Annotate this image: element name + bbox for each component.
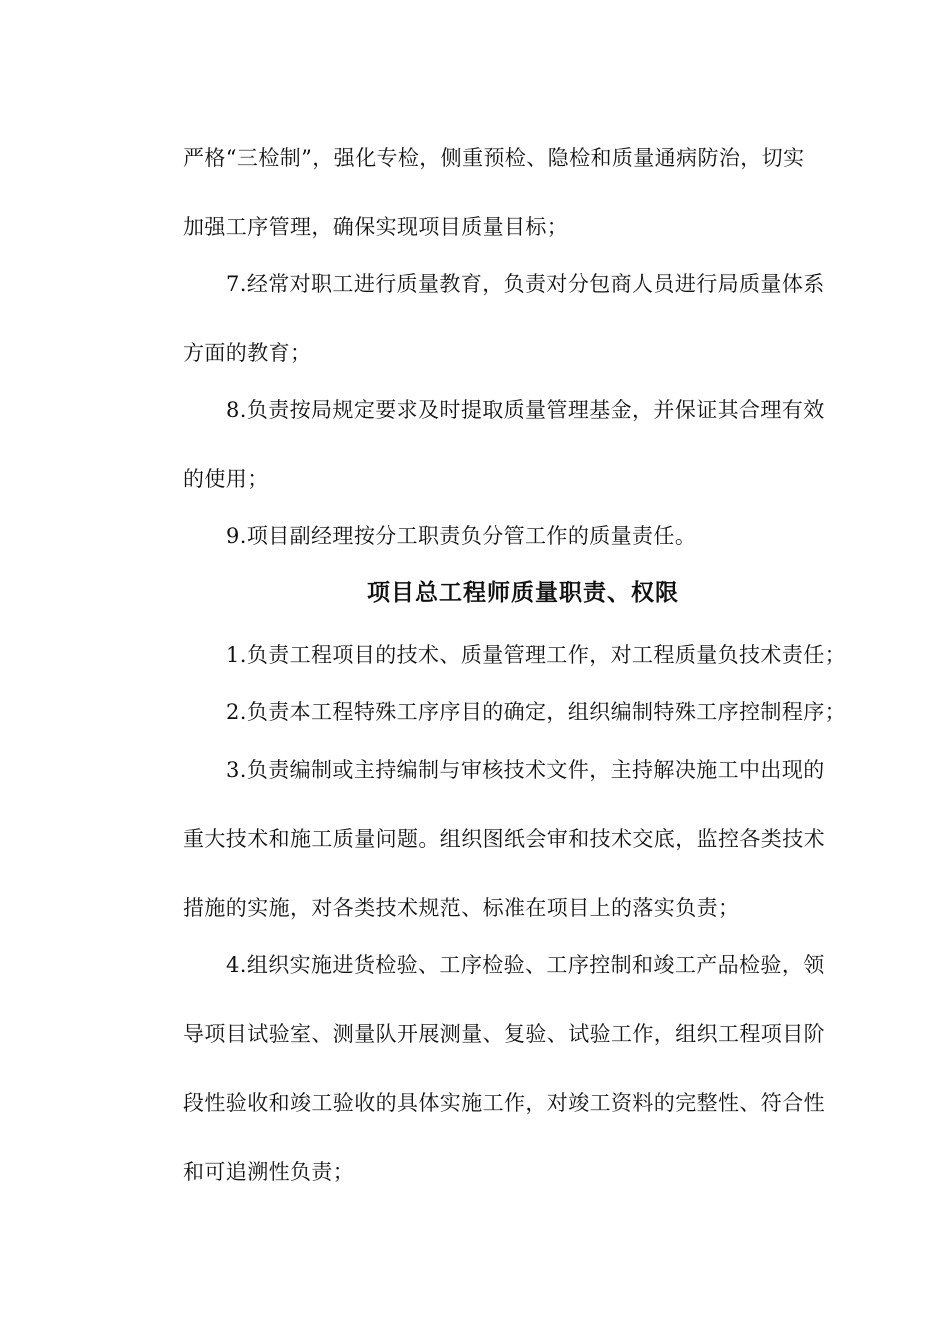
paragraph-line: 7.经常对职工进行质量教育，负责对分包商人员进行局质量体系: [226, 272, 825, 296]
paragraph-line: 和可追溯性负责；: [183, 1160, 355, 1184]
paragraph-line: 加强工序管理，确保实现项目质量目标；: [183, 215, 569, 239]
paragraph-line: 措施的实施，对各类技术规范、标准在项目上的落实负责；: [183, 896, 740, 920]
paragraph-line: 导项目试验室、测量队开展测量、复验、试验工作，组织工程项目阶: [183, 1022, 825, 1046]
paragraph-line: 重大技术和施工质量问题。组织图纸会审和技术交底，监控各类技术: [183, 827, 825, 851]
paragraph-line: 4.组织实施进货检验、工序检验、工序控制和竣工产品检验，领: [226, 953, 825, 977]
paragraph-line: 2.负责本工程特殊工序序目的确定，组织编制特殊工序控制程序；: [226, 700, 847, 724]
paragraph-line: 8.负责按局规定要求及时提取质量管理基金，并保证其合理有效: [226, 398, 825, 422]
paragraph-line: 3.负责编制或主持编制与审核技术文件，主持解决施工中出现的: [226, 758, 825, 782]
paragraph-line: 1.负责工程项目的技术、质量管理工作，对工程质量负技术责任；: [226, 643, 847, 667]
section-heading: 项目总工程师质量职责、权限: [367, 580, 679, 606]
paragraph-line: 段性验收和竣工验收的具体实施工作，对竣工资料的完整性、符合性: [183, 1091, 825, 1115]
paragraph-line: 9.项目副经理按分工职责负分管工作的质量责任。: [226, 524, 697, 548]
paragraph-line: 的使用；: [183, 467, 269, 491]
paragraph-line: 严格“三检制”，强化专检，侧重预检、隐检和质量通病防治，切实: [183, 146, 805, 170]
paragraph-line: 方面的教育；: [183, 341, 312, 365]
